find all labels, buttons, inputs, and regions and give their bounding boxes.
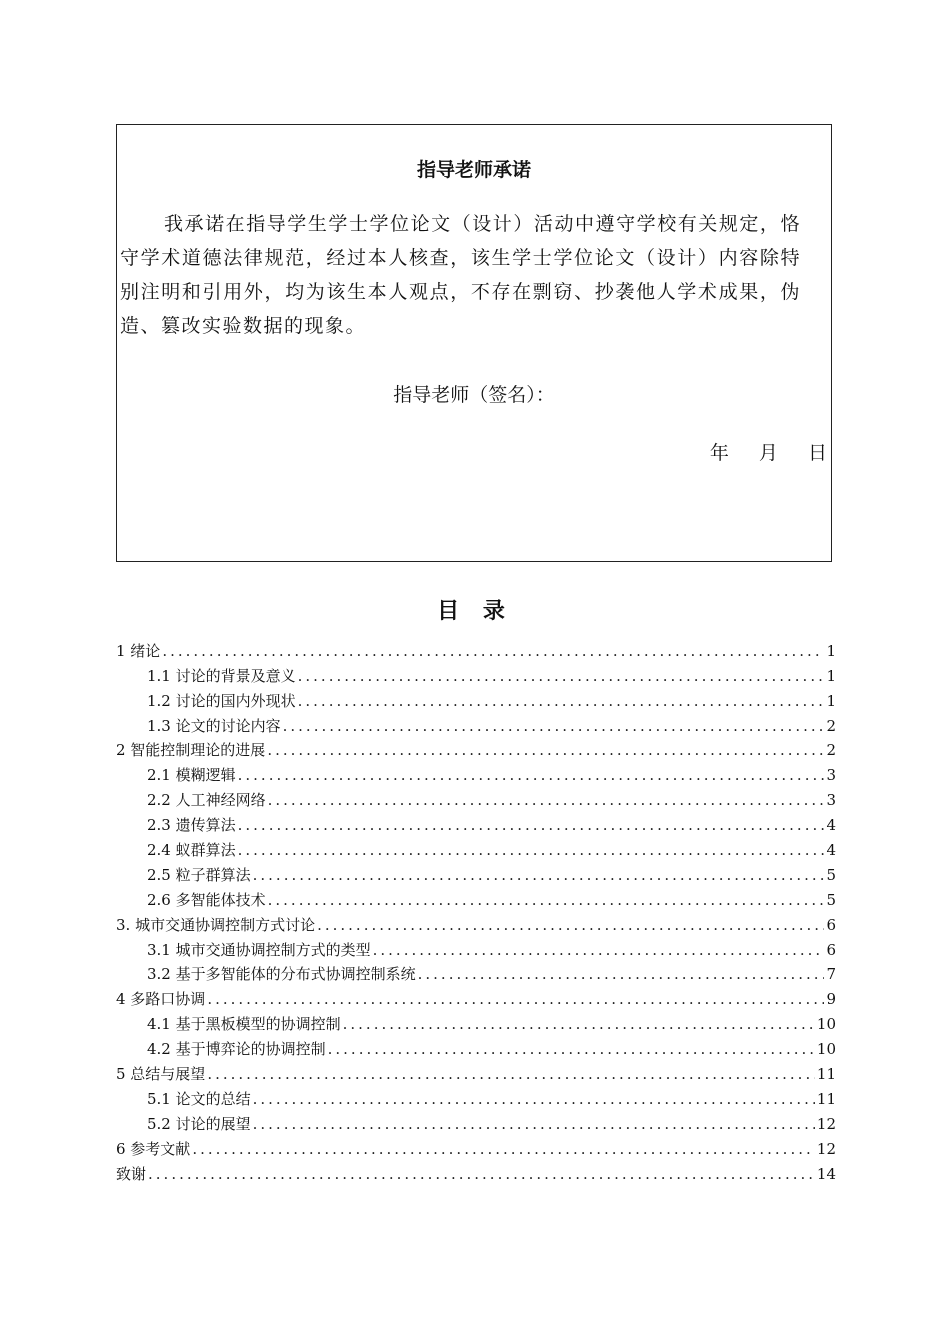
toc-entry-label: 致谢 (116, 1164, 147, 1183)
supervisor-pledge-box (116, 124, 832, 562)
toc-entry[interactable] (116, 1159, 836, 1184)
toc-dot-leader (238, 840, 825, 860)
toc-dot-leader (192, 1139, 815, 1159)
toc-entry[interactable] (116, 835, 836, 860)
signature-label: 指导老师（签名）： (393, 384, 555, 406)
toc-entry-page: 1 (826, 666, 836, 685)
toc-entry-label: 6 参考文献 (116, 1139, 191, 1158)
toc-entry[interactable] (116, 636, 836, 661)
toc-entry-page: 6 (826, 940, 836, 959)
toc-entry-page: 6 (826, 915, 836, 934)
toc-dot-leader (343, 1014, 815, 1034)
toc-dot-leader (238, 815, 825, 835)
toc-entry-page: 12 (816, 1114, 836, 1133)
toc-entry-page: 5 (826, 865, 836, 884)
toc-entry[interactable] (116, 1009, 836, 1034)
toc-dot-leader (162, 641, 824, 661)
toc-entry[interactable] (116, 760, 836, 785)
toc-entry-label: 5.1 论文的总结 (147, 1089, 251, 1108)
toc-dot-leader (238, 765, 825, 785)
toc-entry-label: 4.2 基于博弈论的协调控制 (147, 1040, 326, 1059)
toc-entry-page: 9 (826, 990, 836, 1009)
toc-entry-page: 14 (816, 1164, 836, 1183)
toc-entry[interactable] (116, 661, 836, 686)
toc-dot-leader (148, 1164, 815, 1184)
toc-dot-leader (328, 1039, 815, 1059)
toc-entry-page: 5 (826, 890, 836, 909)
toc-dot-leader (253, 865, 825, 885)
toc-dot-leader (298, 691, 825, 711)
toc-entry-label: 2.1 模糊逻辑 (147, 766, 236, 785)
toc-entry[interactable] (116, 785, 836, 810)
toc-entry[interactable] (116, 1109, 836, 1134)
date-day: 日 (807, 442, 827, 464)
toc-entry-label: 1.2 讨论的国内外现状 (147, 691, 296, 710)
toc-entry-page: 3 (826, 766, 836, 785)
toc-dot-leader (253, 1089, 815, 1109)
toc-entry-label: 2 智能控制理论的进展 (116, 741, 266, 760)
toc-entry-label: 2.3 遗传算法 (147, 816, 236, 835)
toc-entry-page: 7 (826, 965, 836, 984)
toc-entry-label: 1 绪论 (116, 641, 161, 660)
toc-dot-leader (267, 740, 824, 760)
toc-entry-page: 4 (826, 841, 836, 860)
toc-entry[interactable] (116, 984, 836, 1009)
toc-entry-label: 3.2 基于多智能体的分布式协调控制系统 (147, 965, 416, 984)
toc-entry-label: 5 总结与展望 (116, 1065, 206, 1084)
toc-dot-leader (317, 915, 824, 935)
toc-entry-label: 1.3 论文的讨论内容 (147, 716, 281, 735)
date-year: 年 (709, 442, 729, 464)
signature-date (686, 438, 827, 465)
toc-dot-leader (253, 1114, 815, 1134)
toc-entry[interactable] (116, 810, 836, 835)
toc-entry-page: 1 (826, 691, 836, 710)
pledge-body: 我承诺在指导学生学士学位论文（设计）活动中遵守学校有关规定，恪守学术道德法律规范，经过本人核查，该生学士学位论文（设计）内容除特别注明和引用外，均为该生本人观点，不存在剽窃、抄袭他人学术成果，伪造、篡改实验数据的现象。 (120, 213, 801, 337)
toc-entry-label: 1.1 讨论的背景及意义 (147, 666, 296, 685)
toc-title: 目 录 (437, 599, 513, 624)
toc-entry[interactable] (116, 910, 836, 935)
toc-entry[interactable] (116, 860, 836, 885)
toc-entry[interactable] (116, 1059, 836, 1084)
toc-entry-page: 11 (816, 1089, 836, 1108)
toc-entry[interactable] (116, 885, 836, 910)
toc-entry-page: 1 (826, 641, 836, 660)
toc-dot-leader (298, 666, 825, 686)
toc-entry[interactable] (116, 1034, 836, 1059)
toc-entry-label: 3.1 城市交通协调控制方式的类型 (147, 940, 371, 959)
toc-entry-page: 2 (826, 741, 836, 760)
date-month: 月 (758, 442, 778, 464)
toc-entry-page: 2 (826, 716, 836, 735)
toc-entry-page: 10 (816, 1040, 836, 1059)
toc-entry-page: 3 (826, 791, 836, 810)
toc-entry-page: 4 (826, 816, 836, 835)
toc-entry-label: 4 多路口协调 (116, 990, 206, 1009)
toc-entry-label: 2.5 粒子群算法 (147, 865, 251, 884)
toc-dot-leader (207, 989, 824, 1009)
toc-entry-page: 10 (816, 1015, 836, 1034)
toc-entry[interactable] (116, 1134, 836, 1159)
toc-entry[interactable] (116, 711, 836, 736)
toc-entry[interactable] (116, 686, 836, 711)
toc-entry-page: 12 (816, 1139, 836, 1158)
table-of-contents (116, 636, 836, 1184)
toc-entry-label: 2.6 多智能体技术 (147, 890, 266, 909)
toc-entry-label: 2.2 人工神经网络 (147, 791, 266, 810)
toc-entry[interactable] (116, 960, 836, 985)
toc-entry-label: 4.1 基于黑板模型的协调控制 (147, 1015, 341, 1034)
toc-dot-leader (207, 1064, 815, 1084)
toc-entry-label: 3. 城市交通协调控制方式讨论 (116, 915, 316, 934)
toc-entry[interactable] (116, 736, 836, 761)
toc-entry[interactable] (116, 935, 836, 960)
toc-dot-leader (373, 940, 825, 960)
toc-dot-leader (418, 964, 825, 984)
toc-dot-leader (283, 716, 825, 736)
toc-entry[interactable] (116, 1084, 836, 1109)
toc-entry-label: 5.2 讨论的展望 (147, 1114, 251, 1133)
toc-entry-label: 2.4 蚁群算法 (147, 841, 236, 860)
toc-dot-leader (268, 790, 825, 810)
toc-dot-leader (268, 890, 825, 910)
pledge-title: 指导老师承诺 (416, 159, 531, 181)
toc-entry-page: 11 (816, 1065, 836, 1084)
